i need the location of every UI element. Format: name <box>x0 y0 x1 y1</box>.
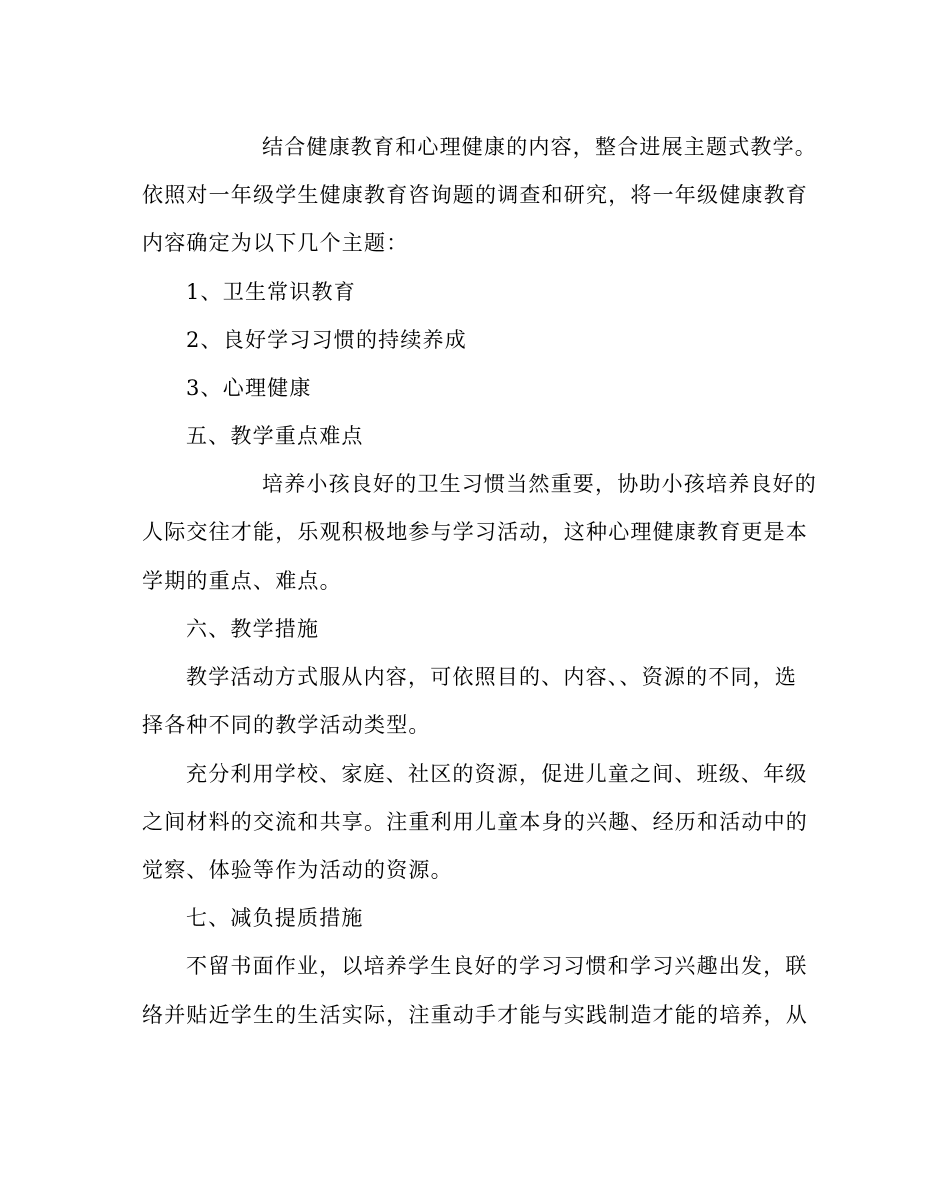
paragraph-line: 内容确定为以下几个主题： <box>142 231 409 255</box>
section-heading: 七、减负提质措施 <box>186 906 364 930</box>
list-item: 3、心理健康 <box>186 376 312 400</box>
paragraph-line: 不留书面作业，以培养学生良好的学习习惯和学习兴趣出发，联 <box>186 954 808 978</box>
section-heading: 五、教学重点难点 <box>186 424 364 448</box>
list-item: 2、良好学习习惯的持续养成 <box>186 328 467 352</box>
section-heading: 六、教学措施 <box>186 617 320 641</box>
paragraph-line: 之间材料的交流和共享。注重利用儿童本身的兴趣、经历和活动中的 <box>142 810 808 834</box>
paragraph-line: 结合健康教育和心理健康的内容，整合进展主题式教学。 <box>262 135 817 159</box>
paragraph-line: 依照对一年级学生健康教育咨询题的调查和研究，将一年级健康教育 <box>142 183 808 207</box>
paragraph-line: 络并贴近学生的生活实际，注重动手才能与实践制造才能的培养，从 <box>142 1003 808 1027</box>
paragraph-line: 学期的重点、难点。 <box>142 569 342 593</box>
paragraph-line: 觉察、体验等作为活动的资源。 <box>142 858 453 882</box>
paragraph-line: 培养小孩良好的卫生习惯当然重要，协助小孩培养良好的 <box>262 472 817 496</box>
list-item: 1、卫生常识教育 <box>186 280 356 304</box>
paragraph-line: 充分利用学校、家庭、社区的资源，促进儿童之间、班级、年级 <box>186 762 808 786</box>
paragraph-line: 教学活动方式服从内容，可依照目的、内容、、资源的不同，选 <box>186 665 798 689</box>
paragraph-line: 人际交往才能，乐观积极地参与学习活动，这种心理健康教育更是本 <box>142 520 808 544</box>
paragraph-line: 择各种不同的教学活动类型。 <box>142 713 431 737</box>
